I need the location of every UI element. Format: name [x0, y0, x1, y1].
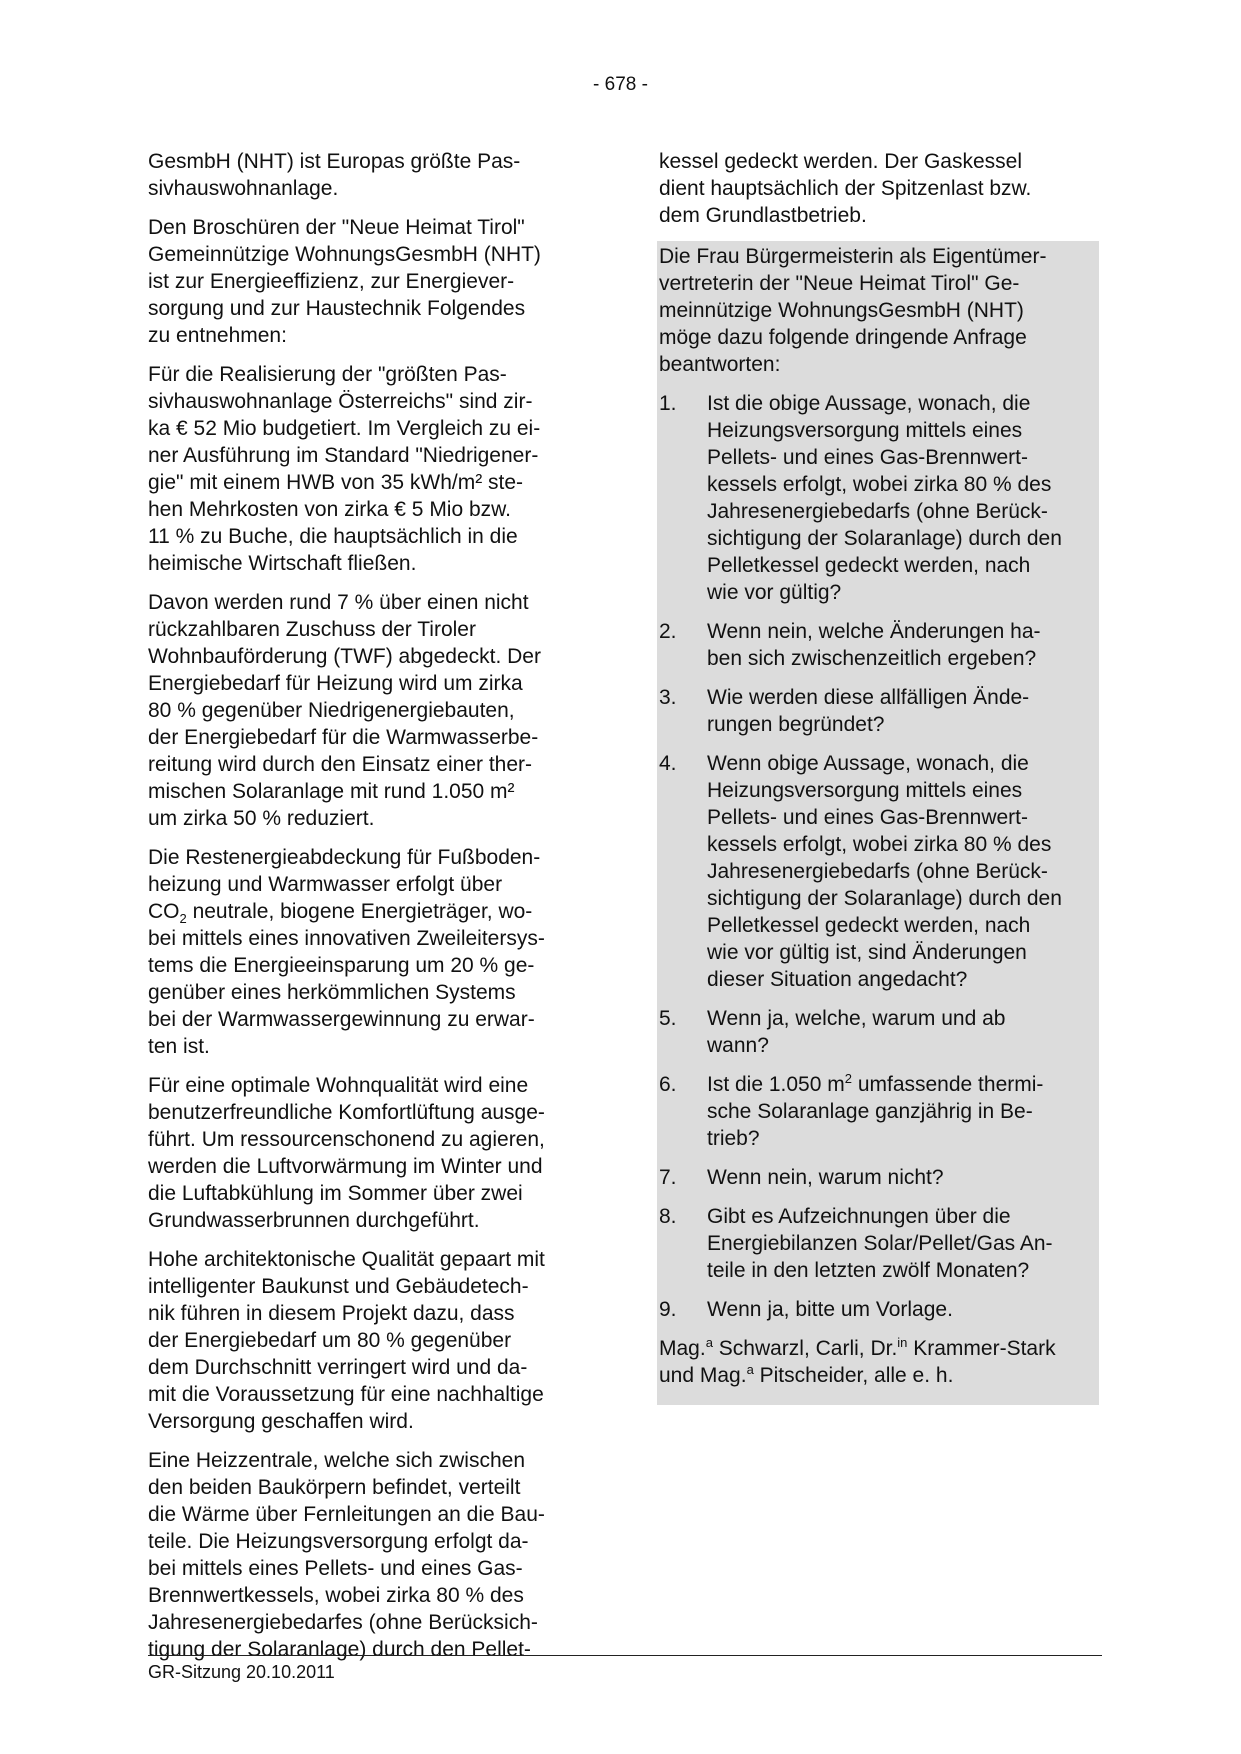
text-run: Schwarzl, Carli, Dr.: [712, 1337, 898, 1360]
question-item: [659, 684, 1097, 738]
question-number: 4.: [659, 752, 677, 775]
superscript: a: [705, 1335, 713, 1350]
question-text: Wenn ja, welche, warum und ab wann?: [707, 1007, 1006, 1057]
question-item: [659, 390, 1097, 606]
question-number: 6.: [659, 1073, 677, 1096]
text-run: Pitscheider, alle e. h.: [753, 1364, 954, 1387]
question-item: [659, 1164, 1097, 1191]
question-text: Wenn obige Aussage, wonach, die Heizungsversorgung mittels eines Pellets- und eines Gas-Brennwert- kessels erfolgt, wobei zirka 80 % des Jahresenergiebedarfs (ohne Berück- sichtigung der Solaranlage) durch den Pelletkessel gedeckt werden, nach wie vor gültig ist, sind Änderungen dieser Situation angedacht?: [707, 752, 1062, 991]
question-item: [659, 1203, 1097, 1284]
superscript: 2: [844, 1071, 852, 1086]
paragraph: Den Broschüren der "Neue Heimat Tirol" Gemeinnützige WohnungsGesmbH (NHT) ist zur Energieeffizienz, zur Energiever- sorgung und zur Haustechnik Folgendes zu entnehmen:: [148, 216, 541, 347]
question-text: Gibt es Aufzeichnungen über die Energiebilanzen Solar/Pellet/Gas An- teile in den letzten zwölf Monaten?: [707, 1205, 1053, 1282]
question-text: Wenn ja, bitte um Vorlage.: [707, 1298, 953, 1321]
paragraph: Davon werden rund 7 % über einen nicht rückzahlbaren Zuschuss der Tiroler Wohnbauförderung (TWF) abgedeckt. Der Energiebedarf für Heizung wird um zirka 80 % gegenüber Niedrigenergiebauten, der Energiebedarf für die Warmwasserbe- reitung wird durch den Einsatz einer ther- mischen Solaranlage mit rund 1.050 m² um zirka 50 % reduziert.: [148, 591, 541, 830]
superscript: a: [746, 1362, 754, 1377]
paragraph: GesmbH (NHT) ist Europas größte Pas- sivhauswohnanlage.: [148, 150, 521, 200]
paragraph: Hohe architektonische Qualität gepaart mit intelligenter Baukunst und Gebäudetech- nik führen in diesem Projekt dazu, dass der Energiebedarf um 80 % gegenüber dem Durchschnitt verringert wird und da- mit die Voraussetzung für eine nachhaltige Versorgung geschaffen wird.: [148, 1248, 545, 1433]
question-number: 2.: [659, 620, 677, 643]
paragraph: Eine Heizzentrale, welche sich zwischen den beiden Baukörpern befindet, verteilt die Wärme über Fernleitungen an die Bau- teile. Die Heizungsversorgung erfolgt da- bei mittels eines Pellets- und eines Gas- Brennwertkessels, wobei zirka 80 % des Jahresenergiebedarfes (ohne Berücksich- tigung der Solaranlage) durch den Pellet-: [148, 1449, 545, 1661]
text-run: Mag.: [659, 1337, 706, 1360]
text-run: Die Restenergieabdeckung für Fußboden- heizung und Warmwasser erfolgt über CO: [148, 846, 541, 923]
paragraph: kessel gedeckt werden. Der Gaskessel dient hauptsächlich der Spitzenlast bzw. dem Grundlastbetrieb.: [659, 150, 1032, 227]
signature-line: [659, 1335, 1097, 1389]
question-item: [659, 1296, 1097, 1323]
question-item: [659, 1071, 1097, 1152]
question-number: 8.: [659, 1205, 677, 1228]
question-item: [659, 618, 1097, 672]
question-text: [707, 1071, 1097, 1152]
paragraph: Für die Realisierung der "größten Pas- sivhauswohnanlage Österreichs" sind zir- ka € 52 Mio budgetiert. Im Vergleich zu ei- ner Ausführung im Standard "Niedrigener- gie" mit einem HWB von 35 kWh/m² ste- hen Mehrkosten von zirka € 5 Mio bzw. 11 % zu Buche, die hauptsächlich in die heimische Wirtschaft fließen.: [148, 363, 541, 575]
text-run: Ist die 1.050 m: [707, 1073, 845, 1096]
question-number: 1.: [659, 392, 677, 415]
footer-text: GR-Sitzung 20.10.2011: [148, 1662, 335, 1682]
request-intro: Die Frau Bürgermeisterin als Eigentümer- vertreterin der "Neue Heimat Tirol" Ge- meinnützige WohnungsGesmbH (NHT) möge dazu folgende dringende Anfrage beantworten:: [659, 245, 1047, 376]
question-number: 7.: [659, 1166, 677, 1189]
request-box: [657, 241, 1099, 1405]
left-column: [148, 148, 588, 1675]
text-run: Krammer-Stark und Mag.: [659, 1337, 1056, 1387]
question-number: 3.: [659, 686, 677, 709]
paragraph: [148, 844, 588, 1060]
paragraph: Für eine optimale Wohnqualität wird eine benutzerfreundliche Komfortlüftung ausge- führt. Um ressourcenschonend zu agieren, werden die Luftvorwärmung im Winter und die Luftabkühlung im Sommer über zwei Grundwasserbrunnen durchgeführt.: [148, 1074, 545, 1232]
right-column: [659, 148, 1099, 1405]
text-run: umfassende thermi- sche Solaranlage ganzjährig in Be- trieb?: [707, 1073, 1044, 1150]
page-number: - 678 -: [593, 74, 648, 95]
question-item: [659, 1005, 1097, 1059]
text-run: neutrale, biogene Energieträger, wo- bei mittels eines innovativen Zweileitersys- tems die Energieeinsparung um 20 % ge- genüber eines herkömmlichen Systems bei der Warmwassergewinnung zu erwar- ten ist.: [148, 900, 545, 1058]
footer-divider: [148, 1655, 1102, 1656]
question-text: Ist die obige Aussage, wonach, die Heizungsversorgung mittels eines Pellets- und eines Gas-Brennwert- kessels erfolgt, wobei zirka 80 % des Jahresenergiebedarfs (ohne Berück- sichtigung der Solaranlage) durch den Pelletkessel gedeckt werden, nach wie vor gültig?: [707, 392, 1062, 604]
question-text: Wenn nein, welche Änderungen ha- ben sich zwischenzeitlich ergeben?: [707, 620, 1041, 670]
question-number: 5.: [659, 1007, 677, 1030]
question-number: 9.: [659, 1298, 677, 1321]
superscript: in: [897, 1335, 908, 1350]
question-text: Wie werden diese allfälligen Ände- rungen begründet?: [707, 686, 1030, 736]
question-text: Wenn nein, warum nicht?: [707, 1166, 944, 1189]
question-item: [659, 750, 1097, 993]
subscript: 2: [179, 911, 187, 927]
